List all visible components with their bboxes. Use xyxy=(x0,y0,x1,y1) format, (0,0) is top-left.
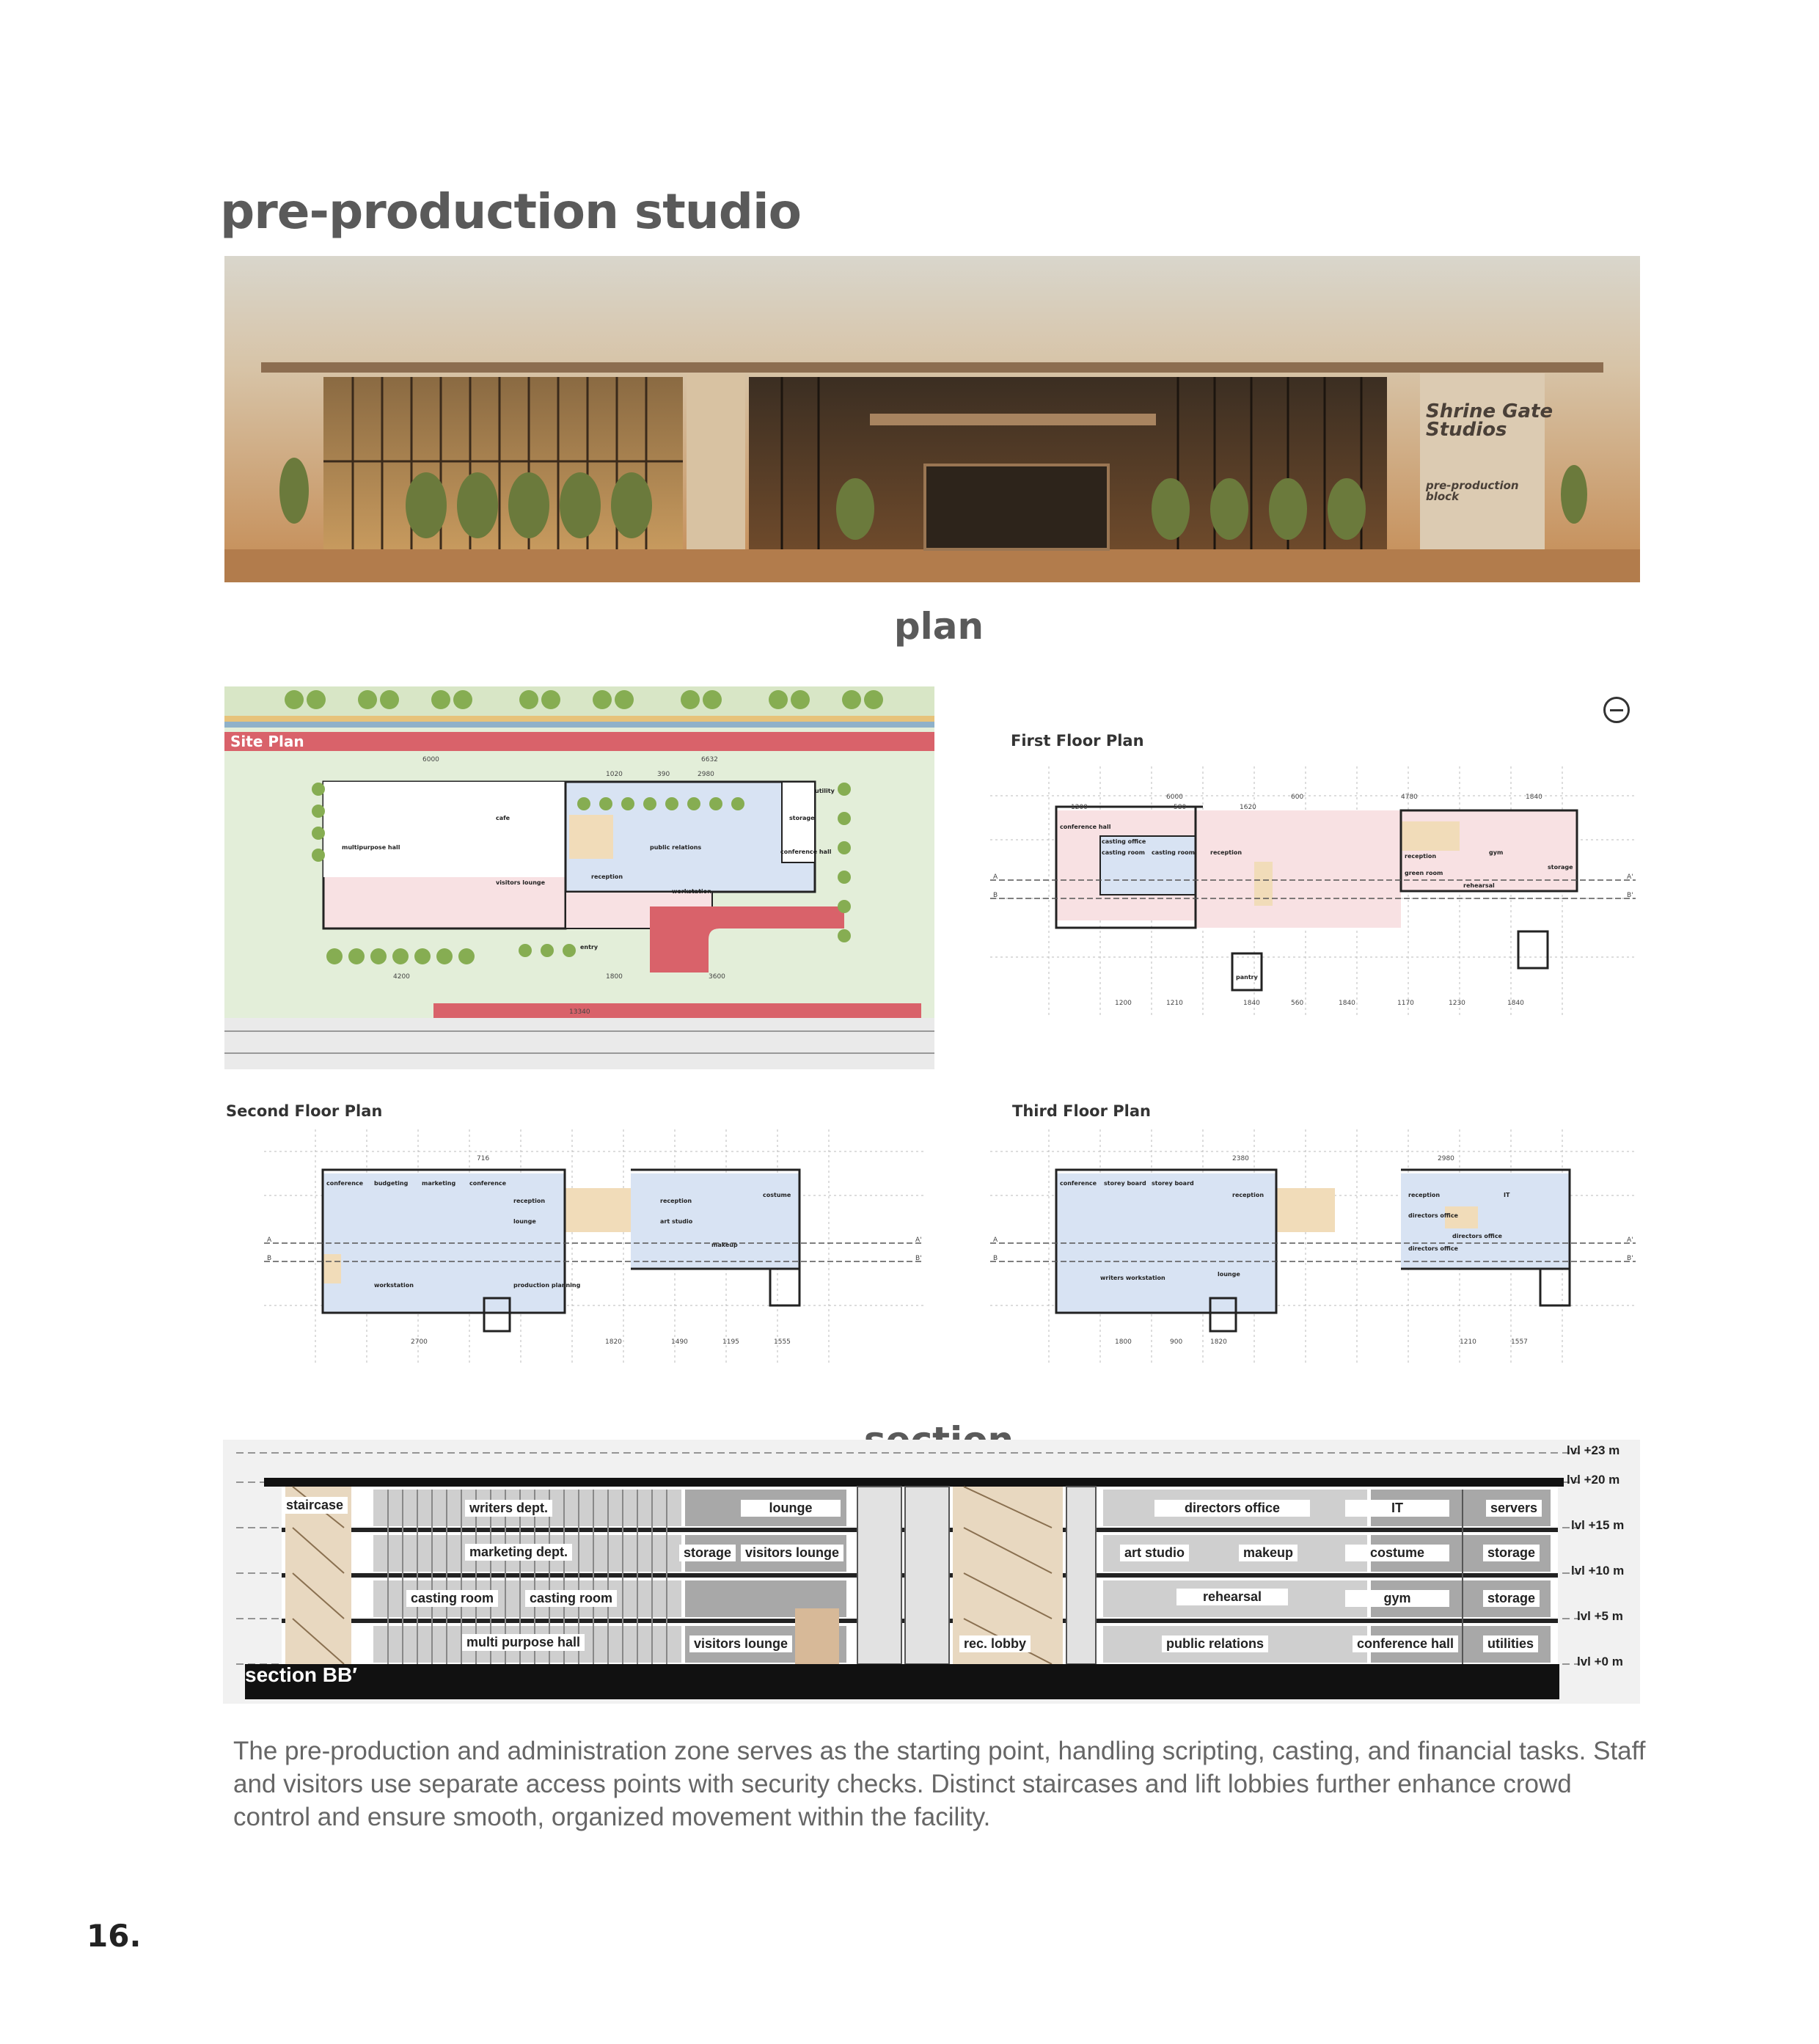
site-room-workstation: workstation xyxy=(672,888,711,895)
tf-dim-5: 1210 xyxy=(1460,1338,1476,1346)
ff-axis-b-prime: B' xyxy=(1627,892,1633,899)
second-floor-title: Second Floor Plan xyxy=(226,1102,383,1120)
ff-room-0: conference hall xyxy=(1060,824,1111,830)
ff-axis-b: B xyxy=(993,892,998,899)
sf-room-1: budgeting xyxy=(374,1180,409,1187)
sf-room-10: costume xyxy=(763,1192,791,1198)
tf-room-0: conference xyxy=(1060,1180,1097,1187)
sec-lounge: lounge xyxy=(741,1500,841,1517)
site-plan xyxy=(224,686,934,1069)
first-floor-title: First Floor Plan xyxy=(1011,732,1144,750)
sec-multipurpose: multi purpose hall xyxy=(462,1634,585,1651)
ff-dimb-4: 1840 xyxy=(1339,1000,1355,1007)
sign-line1: Shrine Gate xyxy=(1426,400,1553,422)
level-23: lvl +23 m xyxy=(1567,1443,1620,1457)
site-dim-6632: 6632 xyxy=(701,756,718,763)
tf-dim-4: 1820 xyxy=(1210,1338,1227,1346)
sf-dim-1: 2700 xyxy=(411,1338,428,1346)
ff-room-6: reception xyxy=(1405,853,1437,860)
site-dim-13340: 13340 xyxy=(569,1008,590,1016)
sf-axis-a: A xyxy=(267,1237,272,1244)
site-dim-6000: 6000 xyxy=(422,756,439,763)
sf-axis-b: B xyxy=(267,1255,272,1262)
site-room-vl: visitors lounge xyxy=(496,879,546,886)
sf-room-6: workstation xyxy=(374,1282,414,1289)
site-dim-2980: 2980 xyxy=(698,771,714,778)
building-rendering xyxy=(224,256,1640,582)
sec-marketing: marketing dept. xyxy=(465,1544,572,1561)
tf-axis-b-prime: B' xyxy=(1627,1255,1633,1262)
tf-axis-a-prime: A' xyxy=(1627,1237,1633,1244)
sf-room-4: reception xyxy=(513,1198,546,1204)
page-title: pre-production studio xyxy=(220,183,801,240)
ff-dimb-0: 1200 xyxy=(1115,1000,1132,1007)
section-caption: section BB′ xyxy=(245,1663,357,1686)
level-0: lvl +0 m xyxy=(1577,1655,1623,1668)
sec-public-relations: public relations xyxy=(1162,1635,1268,1652)
sec-makeup: makeup xyxy=(1239,1545,1298,1561)
sf-room-5: lounge xyxy=(513,1218,536,1225)
ff-room-5: pantry xyxy=(1236,974,1258,981)
tf-axis-a: A xyxy=(993,1237,998,1244)
sec-rec-lobby: rec. lobby xyxy=(959,1635,1031,1652)
level-10: lvl +10 m xyxy=(1571,1564,1625,1578)
ff-room-9: gym xyxy=(1489,849,1504,856)
sec-conference-hall: conference hall xyxy=(1353,1635,1458,1652)
tf-room-4: writers workstation xyxy=(1100,1275,1165,1281)
sf-dim-5: 1555 xyxy=(774,1338,791,1346)
ff-dim-3: 1840 xyxy=(1526,794,1542,801)
tf-room-3: reception xyxy=(1232,1192,1264,1198)
sec-art-studio: art studio xyxy=(1120,1545,1189,1561)
sf-dim-2: 1820 xyxy=(605,1338,622,1346)
sf-room-11: makeup xyxy=(711,1242,738,1248)
ff-dimb-7: 1840 xyxy=(1507,1000,1524,1007)
site-room-storage: storage xyxy=(789,815,815,821)
first-floor-plan xyxy=(990,766,1636,1016)
ff-room-10: storage xyxy=(1548,864,1573,871)
sec-staircase: staircase xyxy=(282,1497,348,1514)
sf-dim-4: 1195 xyxy=(722,1338,739,1346)
second-floor-plan xyxy=(264,1129,924,1364)
sec-casting1: casting room xyxy=(406,1590,498,1607)
ff-dimb-3: 560 xyxy=(1291,1000,1304,1007)
site-room-cafe: cafe xyxy=(496,815,510,821)
sec-visitors-lounge2: visitors lounge xyxy=(689,1635,792,1652)
site-plan-title: Site Plan xyxy=(230,733,304,750)
sf-room-0: conference xyxy=(326,1180,364,1187)
sec-writers: writers dept. xyxy=(465,1500,552,1517)
sf-axis-a-prime: A' xyxy=(915,1237,922,1244)
plan-heading: plan xyxy=(893,605,984,648)
tf-dim-1: 2980 xyxy=(1438,1155,1454,1162)
site-room-mph: multipurpose hall xyxy=(342,844,400,851)
north-arrow-icon xyxy=(1603,697,1630,723)
ff-dimb-1: 1210 xyxy=(1166,1000,1183,1007)
sec-directors: directors office xyxy=(1154,1500,1310,1517)
tf-room-10: IT xyxy=(1504,1192,1510,1198)
sign-line2: Studios xyxy=(1426,419,1507,441)
sec-gym: gym xyxy=(1345,1590,1449,1607)
ff-dim-6: 1620 xyxy=(1240,804,1256,811)
sec-utilities: utilities xyxy=(1483,1635,1538,1652)
ff-dim-0: 6000 xyxy=(1166,794,1183,801)
ff-room-7: green room xyxy=(1405,870,1443,876)
sec-it: IT xyxy=(1345,1500,1449,1517)
sec-storage1: storage xyxy=(679,1545,736,1561)
third-floor-title: Third Floor Plan xyxy=(1012,1102,1151,1120)
site-room-conf: conference hall xyxy=(780,849,832,855)
tf-dim-6: 1557 xyxy=(1511,1338,1528,1346)
ff-room-3: casting room xyxy=(1152,849,1195,856)
ff-axis-a-prime: A' xyxy=(1627,873,1633,881)
ff-dim-5: 580 xyxy=(1174,804,1187,811)
ff-axis-a: A xyxy=(993,873,998,881)
sf-room-2: marketing xyxy=(422,1180,456,1187)
ff-dim-2: 4780 xyxy=(1401,794,1418,801)
ff-dimb-6: 1230 xyxy=(1449,1000,1465,1007)
sec-costume: costume xyxy=(1345,1545,1449,1561)
description-paragraph: The pre-production and administration zone serves as the starting point, handling scripting, casting, and financial tasks. Staff and visitors use separate access points with security checks. Distinct staircases and lift lobbies further enhance crowd control and ensure smooth, organized movement within the facility. xyxy=(233,1737,1646,1831)
sign-sub2: block xyxy=(1426,490,1460,503)
tf-room-5: lounge xyxy=(1218,1271,1240,1278)
sec-storage2: storage xyxy=(1483,1545,1540,1561)
level-15: lvl +15 m xyxy=(1571,1518,1625,1532)
sec-rehearsal: rehearsal xyxy=(1176,1589,1288,1605)
page-number: 16. xyxy=(87,1918,142,1954)
sec-visitors-lounge1: visitors lounge xyxy=(741,1545,843,1561)
sf-dim-0: 716 xyxy=(477,1155,490,1162)
ff-dimb-2: 1840 xyxy=(1243,1000,1260,1007)
sign-sub1: pre-production xyxy=(1426,479,1519,492)
tf-room-2: storey board xyxy=(1152,1180,1194,1187)
tf-room-8: directors office xyxy=(1452,1233,1502,1239)
tf-room-7: directors office xyxy=(1408,1212,1458,1219)
sec-storage3: storage xyxy=(1483,1590,1540,1607)
ff-room-2: casting room xyxy=(1102,849,1145,856)
ff-room-8: rehearsal xyxy=(1463,882,1495,889)
site-dim-4200: 4200 xyxy=(393,973,410,981)
sf-axis-b-prime: B' xyxy=(915,1255,922,1262)
sec-casting2: casting room xyxy=(525,1590,617,1607)
site-dim-1020: 1020 xyxy=(606,771,623,778)
tf-room-9: directors office xyxy=(1408,1245,1458,1252)
third-floor-plan xyxy=(990,1129,1636,1364)
level-20: lvl +20 m xyxy=(1567,1473,1620,1487)
sf-dim-3: 1490 xyxy=(671,1338,688,1346)
site-dim-390: 390 xyxy=(657,771,670,778)
ff-room-1: casting office xyxy=(1102,838,1146,845)
tf-dim-3: 900 xyxy=(1170,1338,1183,1346)
level-5: lvl +5 m xyxy=(1577,1609,1623,1623)
section-drawing xyxy=(223,1440,1640,1704)
site-room-utility: utility xyxy=(815,788,835,794)
sec-servers: servers xyxy=(1486,1500,1542,1517)
site-dim-3600: 3600 xyxy=(709,973,725,981)
ff-dim-4: 1200 xyxy=(1071,804,1088,811)
sf-room-8: reception xyxy=(660,1198,692,1204)
tf-dim-2: 1800 xyxy=(1115,1338,1132,1346)
site-room-pr: public relations xyxy=(650,844,702,851)
site-room-reception: reception xyxy=(591,873,623,880)
tf-room-6: reception xyxy=(1408,1192,1441,1198)
ff-dimb-5: 1170 xyxy=(1397,1000,1414,1007)
tf-room-1: storey board xyxy=(1104,1180,1146,1187)
sf-room-7: production planning xyxy=(513,1282,581,1289)
tf-dim-0: 2380 xyxy=(1232,1155,1249,1162)
tf-axis-b: B xyxy=(993,1255,998,1262)
sf-room-9: art studio xyxy=(660,1218,693,1225)
ff-dim-1: 600 xyxy=(1291,794,1304,801)
site-dim-1800: 1800 xyxy=(606,973,623,981)
ff-room-4: reception xyxy=(1210,849,1242,856)
site-room-entry: entry xyxy=(580,944,599,950)
sf-room-3: conference xyxy=(469,1180,507,1187)
